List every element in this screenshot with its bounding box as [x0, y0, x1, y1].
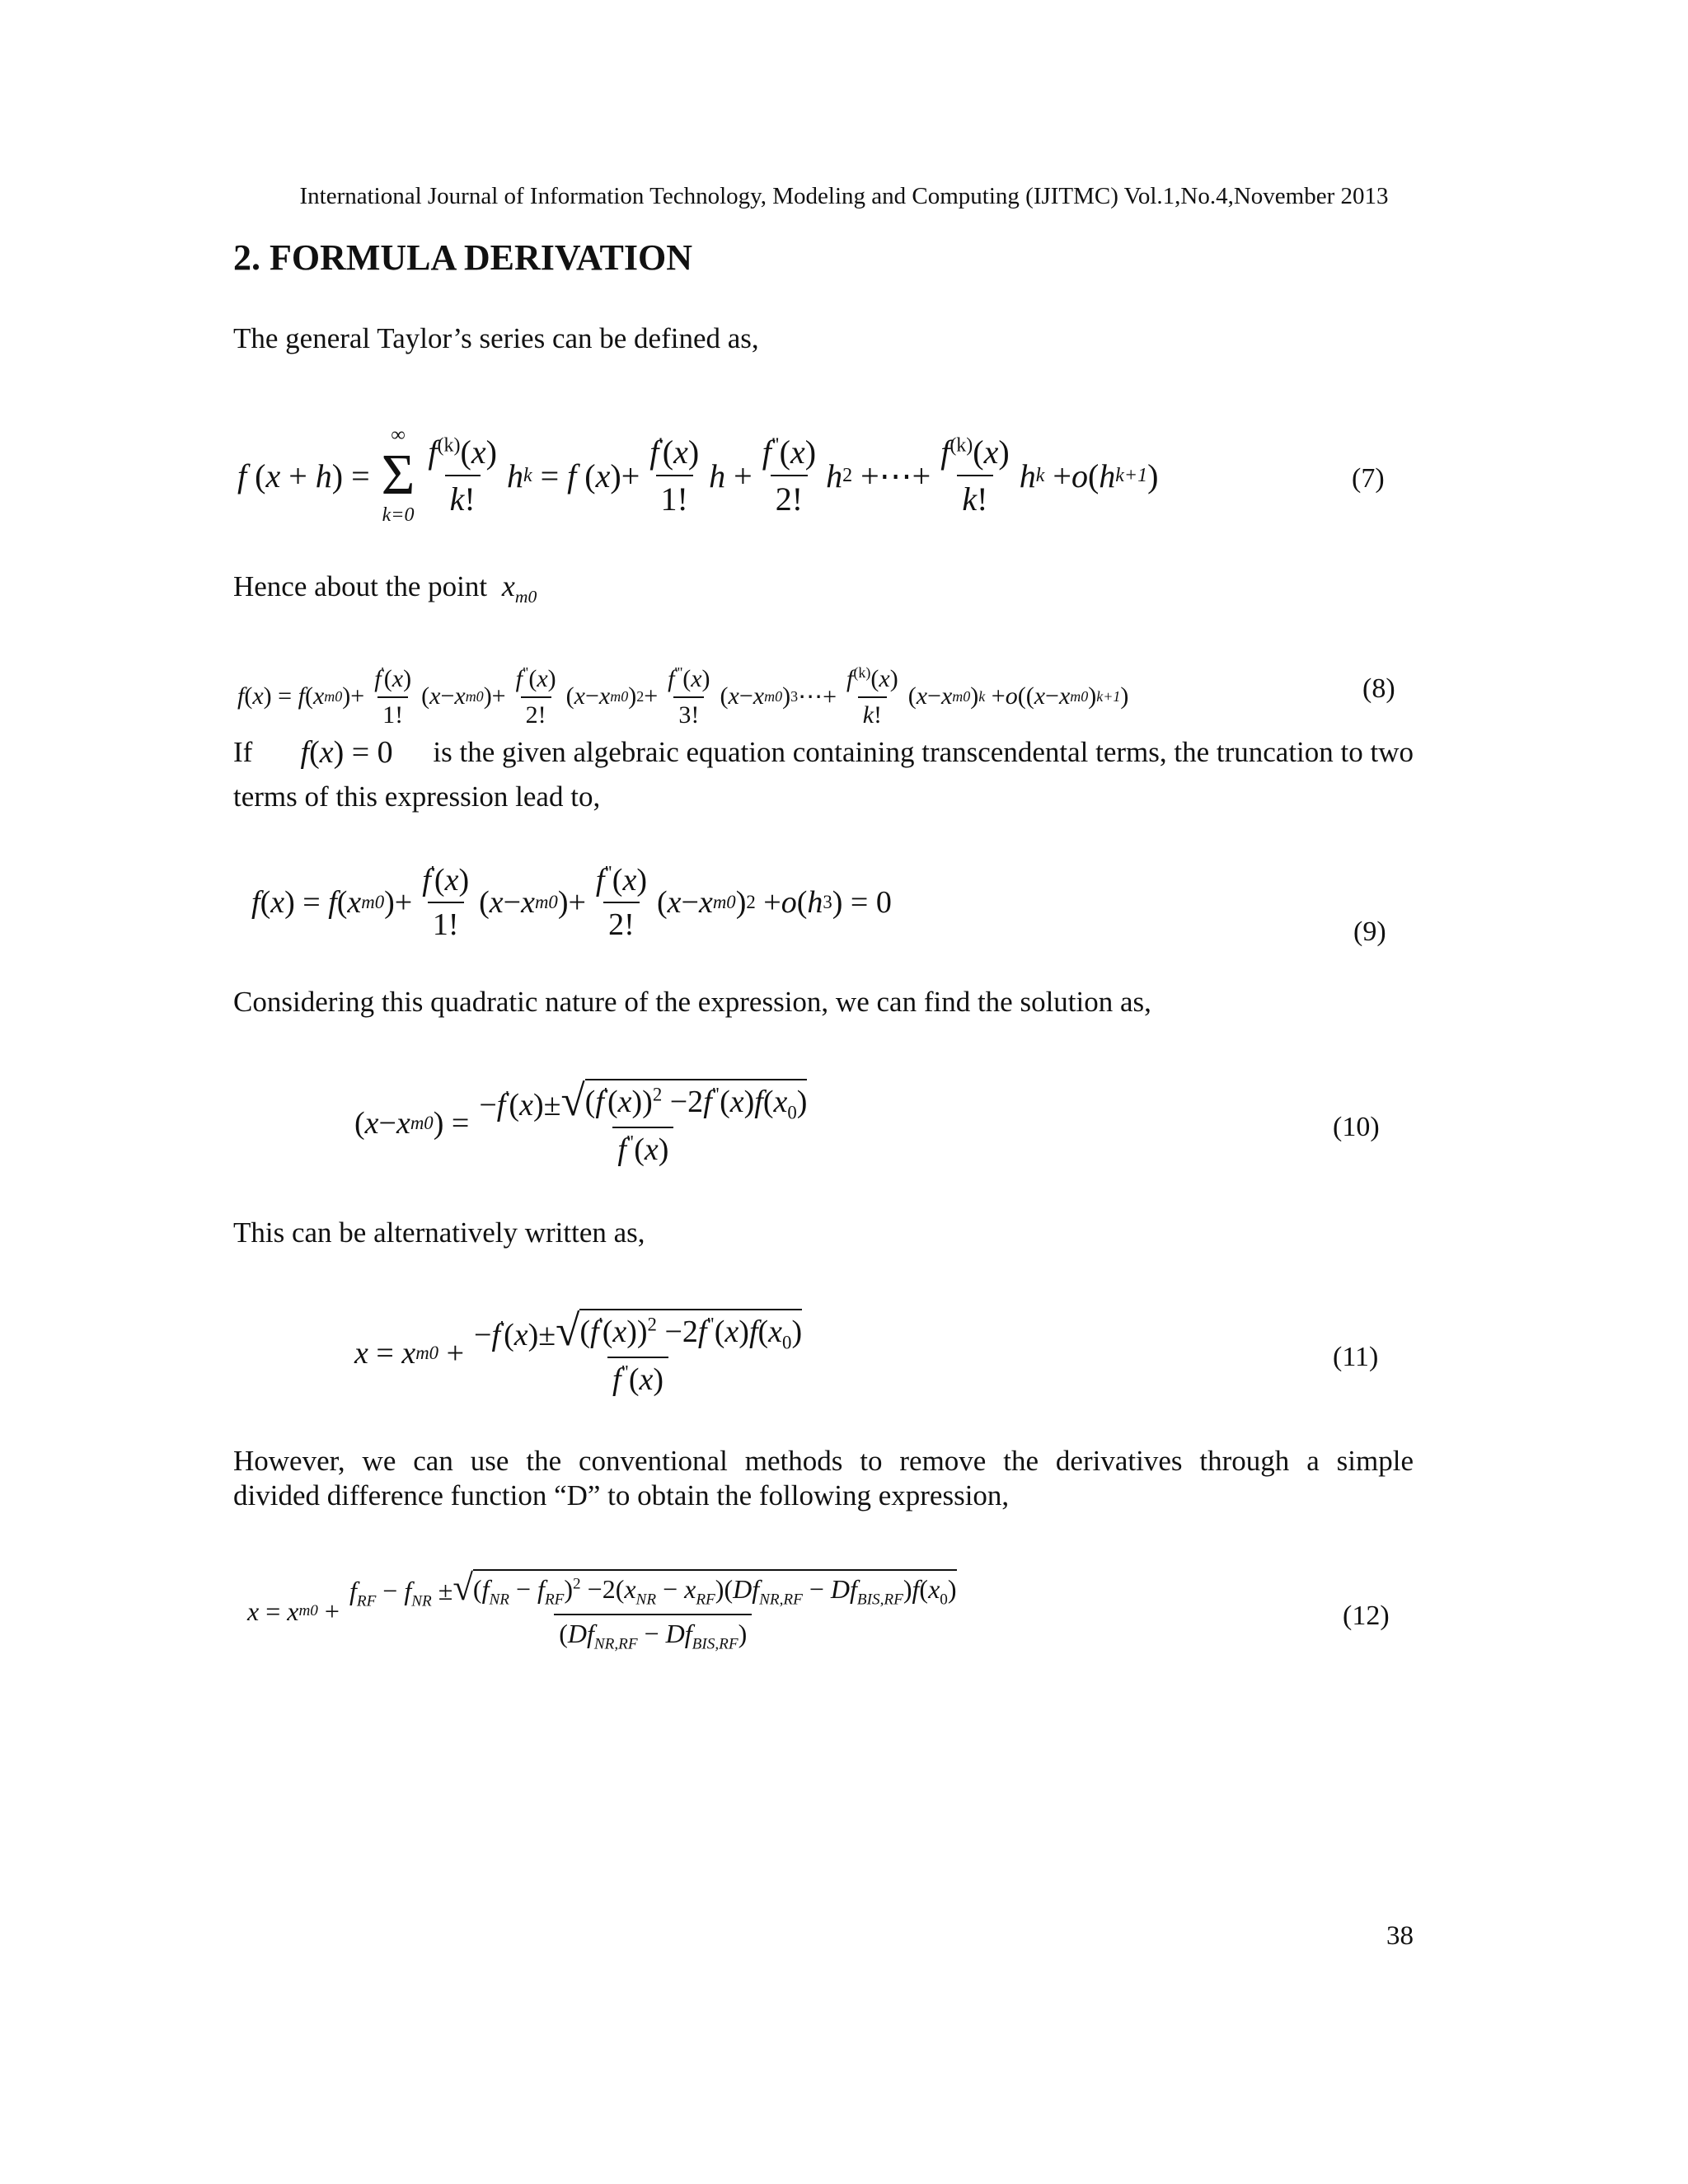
equation-7: f ( x + h ) = ∞ Σ k=0 $\frac{f^{(k)}(x)}{k!}$ h k = f ( x )+ $\frac{f'(x)}{1!}$ h + $\frac{f^"(x)}{2!}$ h 2 +⋯+ $\frac{f^{(k)}(x)}{k!}$ h k + o ( h k+1 ): [237, 424, 1159, 526]
page-number: 38: [1386, 1921, 1414, 1951]
paragraph-truncation-line1: is the given algebraic equation containing transcendental terms, the truncation to two: [433, 736, 1414, 768]
equation-number-8: (8): [1362, 673, 1395, 704]
paragraph-alternative: This can be alternatively written as,: [233, 1216, 645, 1249]
running-header: International Journal of Information Technology, Modeling and Computing (IJITMC) Vol.1,No.4,November 2013: [299, 183, 1389, 209]
equation-number-11: (11): [1333, 1342, 1379, 1372]
equation-number-10: (10): [1333, 1112, 1380, 1142]
paragraph-about-point-text: Hence about the point: [233, 570, 488, 602]
equation-number-9: (9): [1353, 916, 1386, 947]
paragraph-taylor-intro: The general Taylor’s series can be defined as,: [233, 322, 759, 354]
paragraph-divided-difference-line2: divided difference function “D” to obtain the following expression,: [233, 1479, 1010, 1511]
equation-12: x = x m0 + $f_{RF} - f_{NR}$ ± √ $(f_{NR} - f_{RF})^2 -2(x_{NR} - x_{RF})(Df_{NR,RF} - Df_{BIS,RF})f(x_0)$ $(Df_{NR,RF} - Df_{BIS,RF})$: [247, 1566, 957, 1653]
paragraph-about-point: Hence about the point $x_{m0}$: [233, 569, 537, 607]
equation-10: ( x − x m0 ) = −f'(x)± √ $(f'(x))^2 -2f^"(x)f(x_0)$ f"(x): [354, 1076, 808, 1168]
equation-number-7: (7): [1352, 463, 1385, 494]
equation-8: f ( x ) = f ( x m0 )+ $\frac{f'(x)}{1!}$ ( x − x m0 )+ $\frac{f^"(x)}{2!}$ ( x − x m0 ) 2 + $\frac{f'''(x)}{3!}$ ( x − x m0 ) 3 ⋯+ $\frac{f^{(k)}(x)}{k!}$ ( x − x m0 ) k + o (( x − x m0 ) k+1 ): [237, 663, 1129, 729]
paragraph-divided-difference-line1: However, we can use the conventional methods to remove the derivatives through a simple: [233, 1445, 1414, 1477]
paragraph-truncation-line2: terms of this expression lead to,: [233, 780, 601, 813]
paragraph-divided-difference: [233, 1444, 1414, 1513]
paragraph-truncation: If f(x) = 0 is the given algebraic equation containing transcendental terms, the truncation to two terms of this expression lead to,: [233, 735, 1414, 813]
equation-11: x = x m0 + −f'(x)± √ $(f'(x))^2 -2f^"(x)f(x_0)$ f"(x): [354, 1305, 803, 1398]
paragraph-truncation-if: If: [233, 736, 253, 768]
equation-number-12: (12): [1343, 1601, 1390, 1631]
paragraph-quadratic: Considering this quadratic nature of the expression, we can find the solution as,: [233, 986, 1151, 1018]
equation-9: f ( x ) = f ( x m0 )+ $\frac{f'(x)}{1!}$ ( x − x m0 )+ $\frac{f^"(x)}{2!}$ ( x − x m0 ) 2 + o ( h 3 ) = 0: [251, 862, 892, 942]
section-title: 2. FORMULA DERIVATION: [233, 237, 692, 278]
